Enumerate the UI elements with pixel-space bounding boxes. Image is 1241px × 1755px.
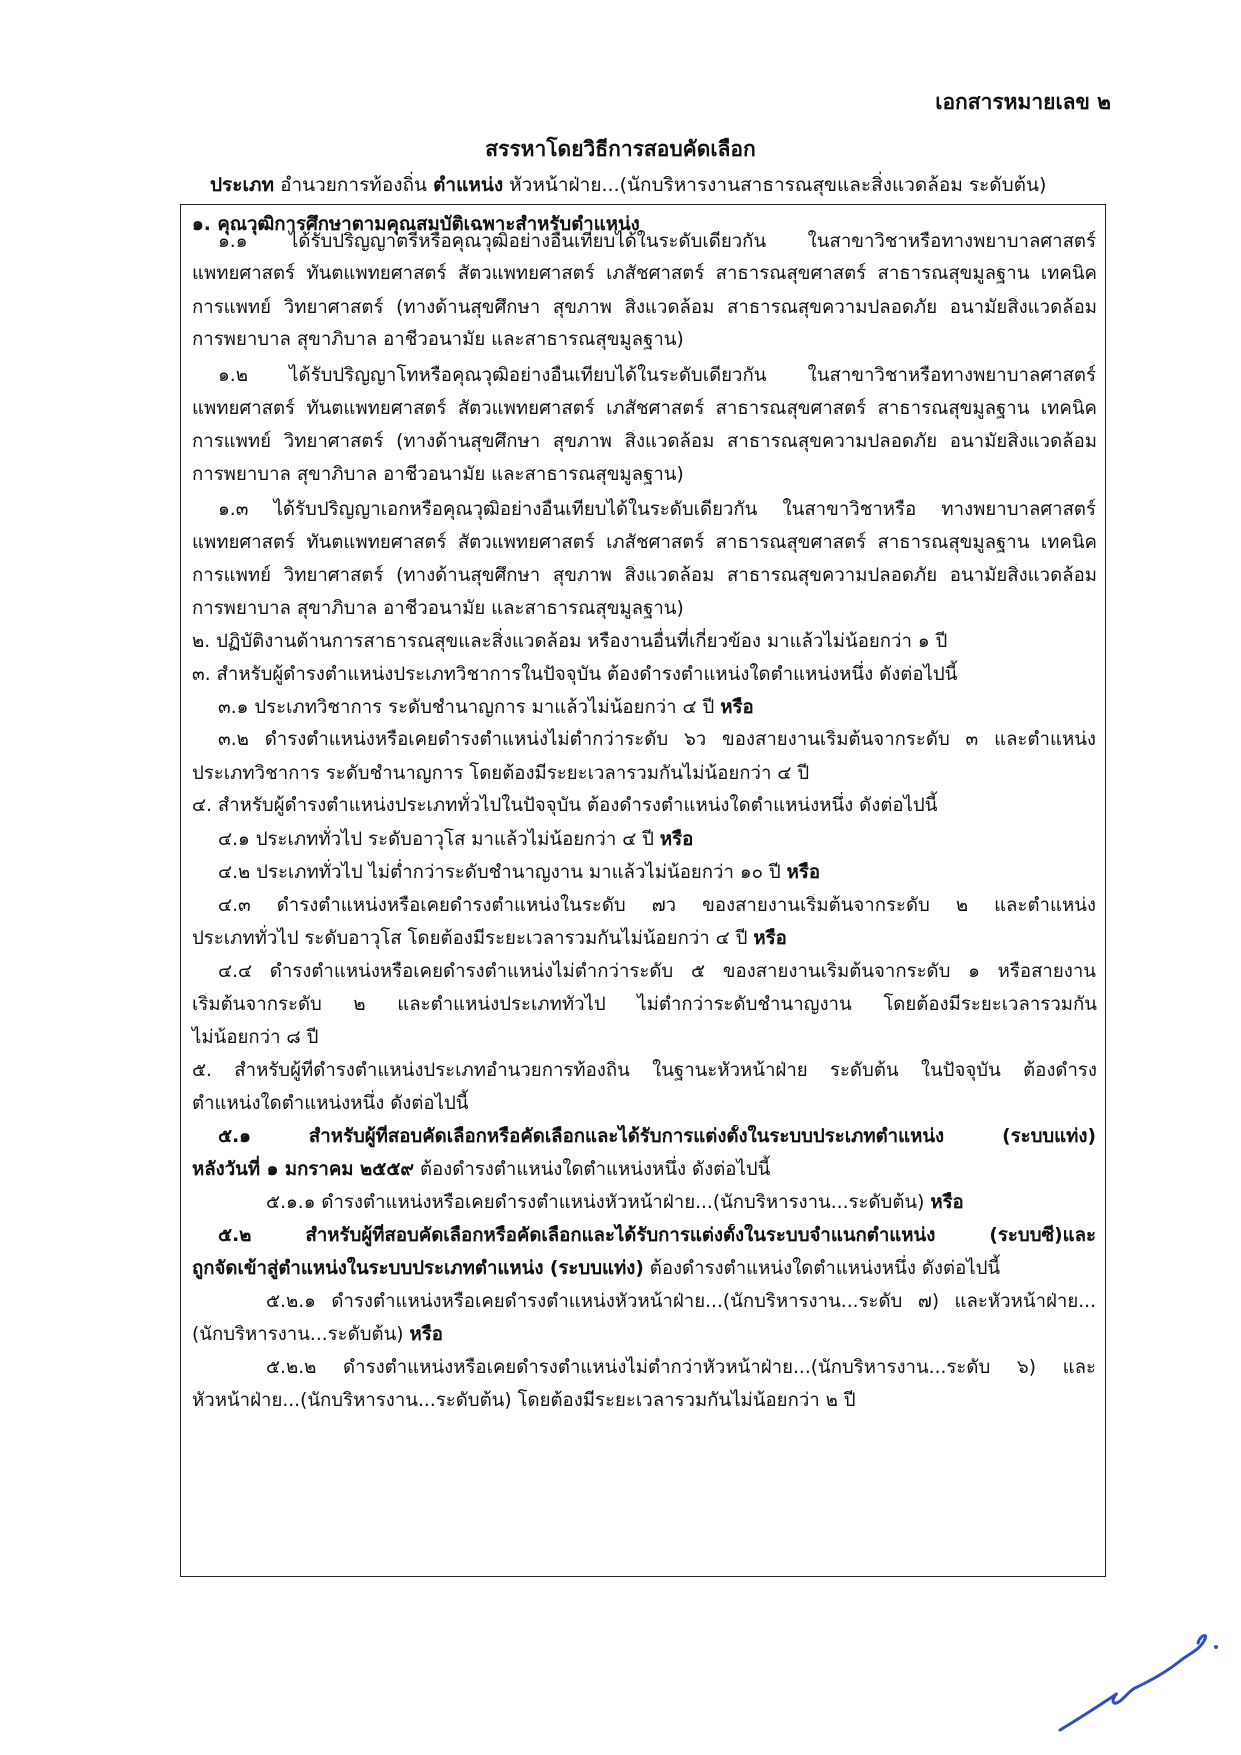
line-5-1-cont: หลังวันที่ ๑ มกราคม ๒๕๕๙ ต้องดำรงตำแหน่งใดตำแหน่งหนึ่ง ดังต่อไปนี้ <box>192 1159 771 1180</box>
line-3-1: ๓.๑ ประเภทวิชาการ ระดับชำนาญการ มาแล้วไม่น้อยกว่า ๔ ปี หรือ <box>218 697 754 718</box>
line-1-1-cont-3: การพยาบาล สุขาภิบาล อาชีวอนามัย และสาธารณสุขมูลฐาน) <box>192 329 684 350</box>
line-4-4-cont-1: เริ่มต้นจากระดับ ๒ และตำแหน่งประเภททั่วไป ไม่ต่ำกว่าระดับชำนาญงาน โดยต้องมีระยะเวลารวมกัน <box>192 994 1097 1015</box>
line-5-2-2: ๕.๒.๒ ดำรงตำแหน่งหรือเคยดำรงตำแหน่งไม่ต่ำกว่าหัวหน้าฝ่าย...(นักบริหารงาน...ระดับ ๖) และ <box>266 1357 1096 1378</box>
position-label: ตำแหน่ง <box>433 174 504 196</box>
line-1-1-cont-2: การแพทย์ วิทยาศาสตร์ (ทางด้านสุขศึกษา สุขภาพ สิ่งแวดล้อม สาธารณสุขความปลอดภัย อนามัยสิ่งแวดล้อม <box>192 297 1097 318</box>
or-word: หรือ <box>659 829 694 850</box>
line-3-2: ๓.๒ ดำรงตำแหน่งหรือเคยดำรงตำแหน่งไม่ต่ำกว่าระดับ ๖ว ของสายงานเริ่มต้นจากระดับ ๓ และตำแหน่ง <box>218 729 1096 750</box>
type-label: ประเภท <box>210 174 275 196</box>
line-3-2-cont: ประเภทวิชาการ ระดับชำนาญการ โดยต้องมีระยะเวลารวมกันไม่น้อยกว่า ๔ ปี <box>192 763 810 784</box>
line-1-3-cont-2: การแพทย์ วิทยาศาสตร์ (ทางด้านสุขศึกษา สุขภาพ สิ่งแวดล้อม สาธารณสุขความปลอดภัย อนามัยสิ่งแวดล้อม <box>192 565 1097 586</box>
section-2: ๒. ปฏิบัติงานด้านการสาธารณสุขและสิ่งแวดล้อม หรืองานอื่นที่เกี่ยวข้อง มาแล้วไม่น้อยกว่า ๑ ปี <box>192 631 948 652</box>
line-5-1: ๕.๑ สำหรับผู้ที่สอบคัดเลือกหรือคัดเลือกและได้รับการแต่งตั้งในระบบประเภทตำแหน่ง (ระบบแท่ง) <box>218 1126 1096 1147</box>
line-1-2-cont-2: การแพทย์ วิทยาศาสตร์ (ทางด้านสุขศึกษา สุขภาพ สิ่งแวดล้อม สาธารณสุขความปลอดภัย อนามัยสิ่งแวดล้อม <box>192 431 1097 452</box>
section-1-heading: ๑. คุณวุฒิการศึกษาตามคุณสมบัติเฉพาะสำหรับตำแหน่ง <box>192 214 640 235</box>
line-5-2-cont: ถูกจัดเข้าสู่ตำแหน่งในระบบประเภทตำแหน่ง (ระบบแท่ง) ต้องดำรงตำแหน่งใดตำแหน่งหนึ่ง ดังต่อไปนี้ <box>192 1258 1001 1279</box>
or-word: หรือ <box>930 1192 964 1213</box>
line-1-2-cont-3: การพยาบาล สุขาภิบาล อาชีวอนามัย และสาธารณสุขมูลฐาน) <box>192 464 684 485</box>
line-5-2-1: ๕.๒.๑ ดำรงตำแหน่งหรือเคยดำรงตำแหน่งหัวหน้าฝ่าย...(นักบริหารงาน...ระดับ ๗) และหัวหน้าฝ่าย... <box>266 1291 1096 1312</box>
document-number: เอกสารหมายเลข ๒ <box>935 90 1111 114</box>
line-1-3-cont-3: การพยาบาล สุขาภิบาล อาชีวอนามัย และสาธารณสุขมูลฐาน) <box>192 598 684 619</box>
line-1-1: ๑.๑ ได้รับปริญญาตรีหรือคุณวุฒิอย่างอื่นเทียบได้ในระดับเดียวกัน ในสาขาวิชาหรือทางพยาบาลศาสตร์ <box>218 231 1096 252</box>
or-word: หรือ <box>720 697 754 718</box>
or-word: หรือ <box>786 862 821 883</box>
section-5: ๕. สำหรับผู้ที่ดำรงตำแหน่งประเภทอำนวยการท้องถิ่น ในฐานะหัวหน้าฝ่าย ระดับต้น ในปัจจุบัน ต้องดำรง <box>192 1060 1097 1081</box>
line-1-3: ๑.๓ ได้รับปริญญาเอกหรือคุณวุฒิอย่างอื่นเทียบได้ในระดับเดียวกัน ในสาขาวิชาหรือ ทางพยาบาลศาสตร์ <box>218 499 1096 520</box>
line-4-4: ๔.๔ ดำรงตำแหน่งหรือเคยดำรงตำแหน่งไม่ต่ำกว่าระดับ ๕ ของสายงานเริ่มต้นจากระดับ ๑ หรือสายงาน <box>218 961 1096 982</box>
signature <box>1040 1595 1240 1745</box>
or-word: หรือ <box>409 1324 443 1345</box>
section-4: ๔. สำหรับผู้ดำรงตำแหน่งประเภททั่วไปในปัจจุบัน ต้องดำรงตำแหน่งใดตำแหน่งหนึ่ง ดังต่อไปนี้ <box>192 795 938 816</box>
section-5-cont: ตำแหน่งใดตำแหน่งหนึ่ง ดังต่อไปนี้ <box>192 1093 469 1114</box>
line-4-1: ๔.๑ ประเภททั่วไป ระดับอาวุโส มาแล้วไม่น้อยกว่า ๔ ปี หรือ <box>218 829 694 850</box>
line-1-3-cont-1: แพทยศาสตร์ ทันตแพทยศาสตร์ สัตวแพทยศาสตร์ เภสัชศาสตร์ สาธารณสุขศาสตร์ สาธารณสุขมูลฐาน เทคนิค <box>192 532 1097 553</box>
or-word: หรือ <box>753 928 787 949</box>
line-5-2-1-cont: (นักบริหารงาน...ระดับต้น) หรือ <box>192 1324 443 1345</box>
line-5-2-2-cont: หัวหน้าฝ่าย...(นักบริหารงาน...ระดับต้น) โดยต้องมีระยะเวลารวมกันไม่น้อยกว่า ๒ ปี <box>192 1390 856 1411</box>
line-5-1-1: ๕.๑.๑ ดำรงตำแหน่งหรือเคยดำรงตำแหน่งหัวหน้าฝ่าย...(นักบริหารงาน...ระดับต้น) หรือ <box>266 1192 964 1213</box>
section-3: ๓. สำหรับผู้ดำรงตำแหน่งประเภทวิชาการในปัจจุบัน ต้องดำรงตำแหน่งใดตำแหน่งหนึ่ง ดังต่อไปนี้ <box>192 664 958 685</box>
line-1-1-cont-1: แพทยศาสตร์ ทันตแพทยศาสตร์ สัตวแพทยศาสตร์ เภสัชศาสตร์ สาธารณสุขศาสตร์ สาธารณสุขมูลฐาน เทคนิค <box>192 263 1097 284</box>
line-1-2: ๑.๒ ได้รับปริญญาโทหรือคุณวุฒิอย่างอื่นเทียบได้ในระดับเดียวกัน ในสาขาวิชาหรือทางพยาบาลศาสตร์ <box>218 365 1096 386</box>
page-title: สรรหาโดยวิธีการสอบคัดเลือก <box>485 137 756 161</box>
line-4-3-cont: ประเภททั่วไป ระดับอาวุโส โดยต้องมีระยะเวลารวมกันไม่น้อยกว่า ๔ ปี หรือ <box>192 928 787 949</box>
page-subtitle <box>210 170 1130 200</box>
position-value: หัวหน้าฝ่าย...(นักบริหารงานสาธารณสุขและสิ่งแวดล้อม ระดับต้น) <box>509 174 1047 196</box>
line-4-2: ๔.๒ ประเภททั่วไป ไม่ต่ำกว่าระดับชำนาญงาน มาแล้วไม่น้อยกว่า ๑๐ ปี หรือ <box>218 862 821 883</box>
line-1-2-cont-1: แพทยศาสตร์ ทันตแพทยศาสตร์ สัตวแพทยศาสตร์ เภสัชศาสตร์ สาธารณสุขศาสตร์ สาธารณสุขมูลฐาน เทคนิค <box>192 398 1097 419</box>
type-value: อำนวยการท้องถิ่น <box>280 174 428 196</box>
line-4-3: ๔.๓ ดำรงตำแหน่งหรือเคยดำรงตำแหน่งในระดับ ๗ว ของสายงานเริ่มต้นจากระดับ ๒ และตำแหน่ง <box>218 895 1096 916</box>
line-5-2: ๕.๒ สำหรับผู้ที่สอบคัดเลือกหรือคัดเลือกและได้รับการแต่งตั้งในระบบจำแนกตำแหน่ง (ระบบซี)และ <box>218 1225 1096 1246</box>
line-4-4-cont-2: ไม่น้อยกว่า ๘ ปี <box>192 1027 319 1048</box>
